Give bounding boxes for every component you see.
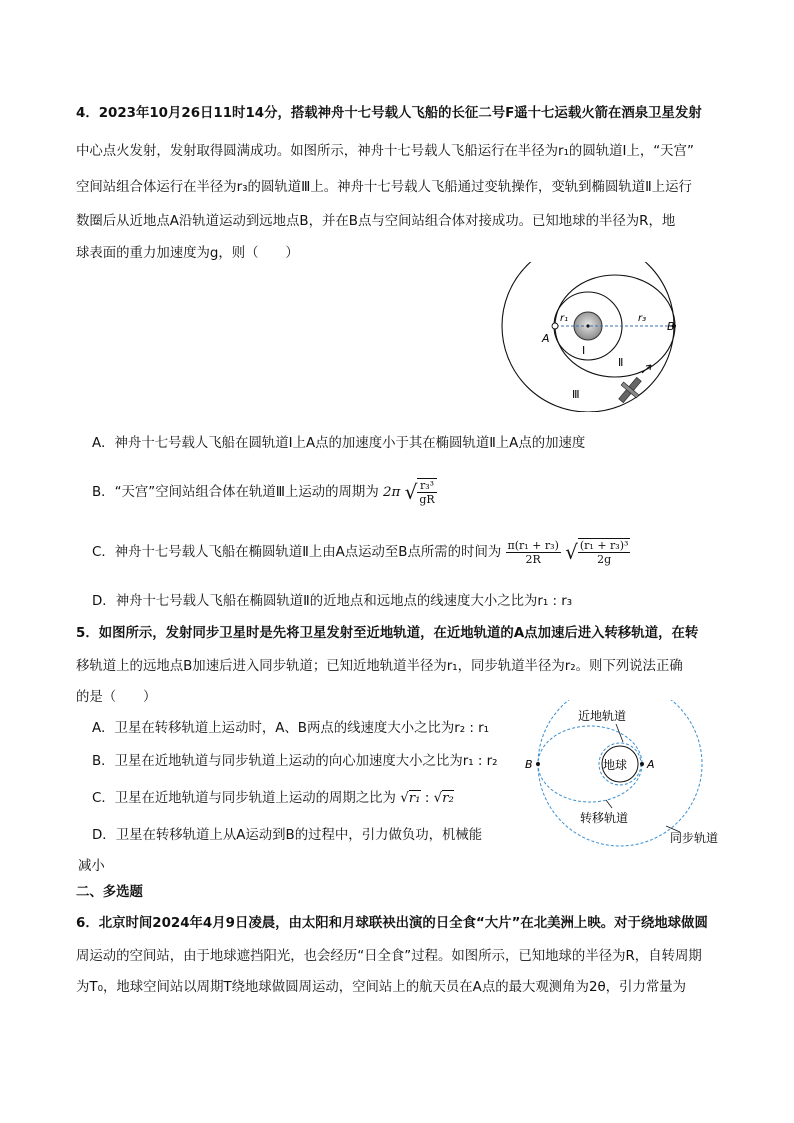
q5-line-2: 移轨道上的远地点B加速后进入同步轨道；已知近地轨道半径为r₁，同步轨道半径为r₂。则下列说法正确	[76, 659, 683, 674]
q4-line-3: 空间站组合体运行在半径为r₃的圆轨道Ⅲ上。神舟十七号载人飞船通过变轨操作，变轨到椭圆轨道Ⅱ上运行	[76, 180, 692, 195]
q4-option-d: D．神舟十七号载人飞船在椭圆轨道Ⅱ的近地点和远地点的线速度大小之比为r₁ : r₃	[92, 594, 573, 609]
q4-orbit-figure	[500, 262, 700, 412]
q5-option-c-b: r₂	[442, 791, 454, 806]
q4-option-c-num1: π(r₁ + r₃)	[507, 538, 559, 552]
space-station-icon	[613, 373, 646, 407]
orbit-2-label: Ⅱ	[618, 356, 624, 369]
q4-option-c-num2: (r₁ + r₃)³	[579, 539, 629, 552]
q5-option-c-a: r₁	[408, 791, 421, 806]
q5-line-1: 5．如图所示，发射同步卫星时是先将卫星发射至近地轨道，在近地轨道的A点加速后进入转移轨道，在转	[76, 626, 699, 641]
q4-option-b-num: r₃³	[417, 479, 436, 493]
r3-label: r₃	[638, 313, 647, 324]
point-a-label: A	[542, 332, 550, 345]
q5-option-d: D．卫星在转移轨道上从A运动到B的过程中，引力做负功，机械能	[92, 828, 483, 843]
transfer-orbit-label: 转移轨道	[580, 811, 629, 825]
q4-option-c-den2: 2g	[597, 553, 612, 566]
q4-option-a: A．神舟十七号载人飞船在圆轨道Ⅰ上A点的加速度小于其在椭圆轨道Ⅱ上A点的加速度	[92, 436, 586, 451]
q4-line-4: 数圈后从近地点A沿轨道运动到远地点B，并在B点与空间站组合体对接成功。已知地球的半径为R，地	[76, 214, 676, 229]
q5-option-c-text: C．卫星在近地轨道与同步轨道上运动的周期之比为	[92, 791, 396, 806]
earth-label: 地球	[603, 758, 628, 772]
q4-option-b-den: gR	[419, 493, 435, 506]
sync-orbit-label: 同步轨道	[670, 831, 719, 845]
q4-option-b-text: B．“天宫”空间站组合体在轨道Ⅲ上运动的周期为	[92, 485, 379, 500]
q4-line-1: 4．2023年10月26日11时14分，搭载神舟十七号载人飞船的长征二号F遥十七运载火箭在酒泉卫星发射	[76, 106, 702, 121]
q5-option-b: B．卫星在近地轨道与同步轨道上运动的向心加速度大小之比为r₁ : r₂	[92, 754, 498, 769]
q4-line-2: 中心点火发射，发射取得圆满成功。如图所示，神舟十七号载人飞船运行在半径为r₁的圆轨道Ⅰ上，“天宫”	[76, 144, 694, 159]
q4-option-b-sqrt: √ $\frac{\text{r₃³}}{gR}$	[404, 479, 435, 506]
q4-option-c-den1: 2R	[525, 552, 541, 566]
q5-option-c: C．卫星在近地轨道与同步轨道上运动的周期之比为 √r₁ : √r₂	[92, 791, 454, 806]
q5-line-3: 的是（ ）	[76, 690, 157, 705]
q4-option-b-coef: 2π	[382, 485, 401, 500]
q5-option-d-cont: 减小	[78, 859, 105, 874]
point-b-label: B	[667, 320, 675, 333]
q5-orbit-figure	[520, 700, 730, 850]
q5-option-a: A．卫星在转移轨道上运动时，A、B两点的线速度大小之比为r₂ : r₁	[92, 721, 490, 736]
point-b-label: B	[525, 758, 533, 771]
r1-label: r₁	[560, 313, 569, 324]
point-a-label: A	[647, 758, 655, 771]
section-title: 二、多选题	[76, 885, 143, 900]
q6-line-3: 为T₀，地球空间站以周期T绕地球做圆周运动，空间站上的航天员在A点的最大观测角为2θ，引力常量为	[76, 980, 687, 995]
q4-option-b	[92, 478, 437, 506]
q4-option-c-text: C．神舟十七号载人飞船在椭圆轨道Ⅱ上由A点运动至B点所需的时间为	[92, 545, 502, 560]
q4-option-c	[92, 538, 630, 566]
q4-option-c-sqrt: √ $\frac{\text{(r₁ + r₃)³}}{2g}$	[565, 539, 629, 566]
q5-option-c-sep: :	[424, 791, 430, 806]
orbit-1-label: Ⅰ	[582, 344, 586, 357]
q6-line-1: 6．北京时间2024年4月9日凌晨，由太阳和月球联袂出演的日全食“大片”在北美洲上映。对于绕地球做圆	[76, 916, 708, 931]
q6-line-2: 周运动的空间站，由于地球遮挡阳光，也会经历“日全食”过程。如图所示，已知地球的半径为R，自转周期	[76, 949, 702, 964]
orbit-3-label: Ⅲ	[572, 388, 580, 401]
near-orbit-label: 近地轨道	[578, 709, 627, 723]
q4-line-5: 球表面的重力加速度为g，则（ ）	[76, 246, 299, 261]
